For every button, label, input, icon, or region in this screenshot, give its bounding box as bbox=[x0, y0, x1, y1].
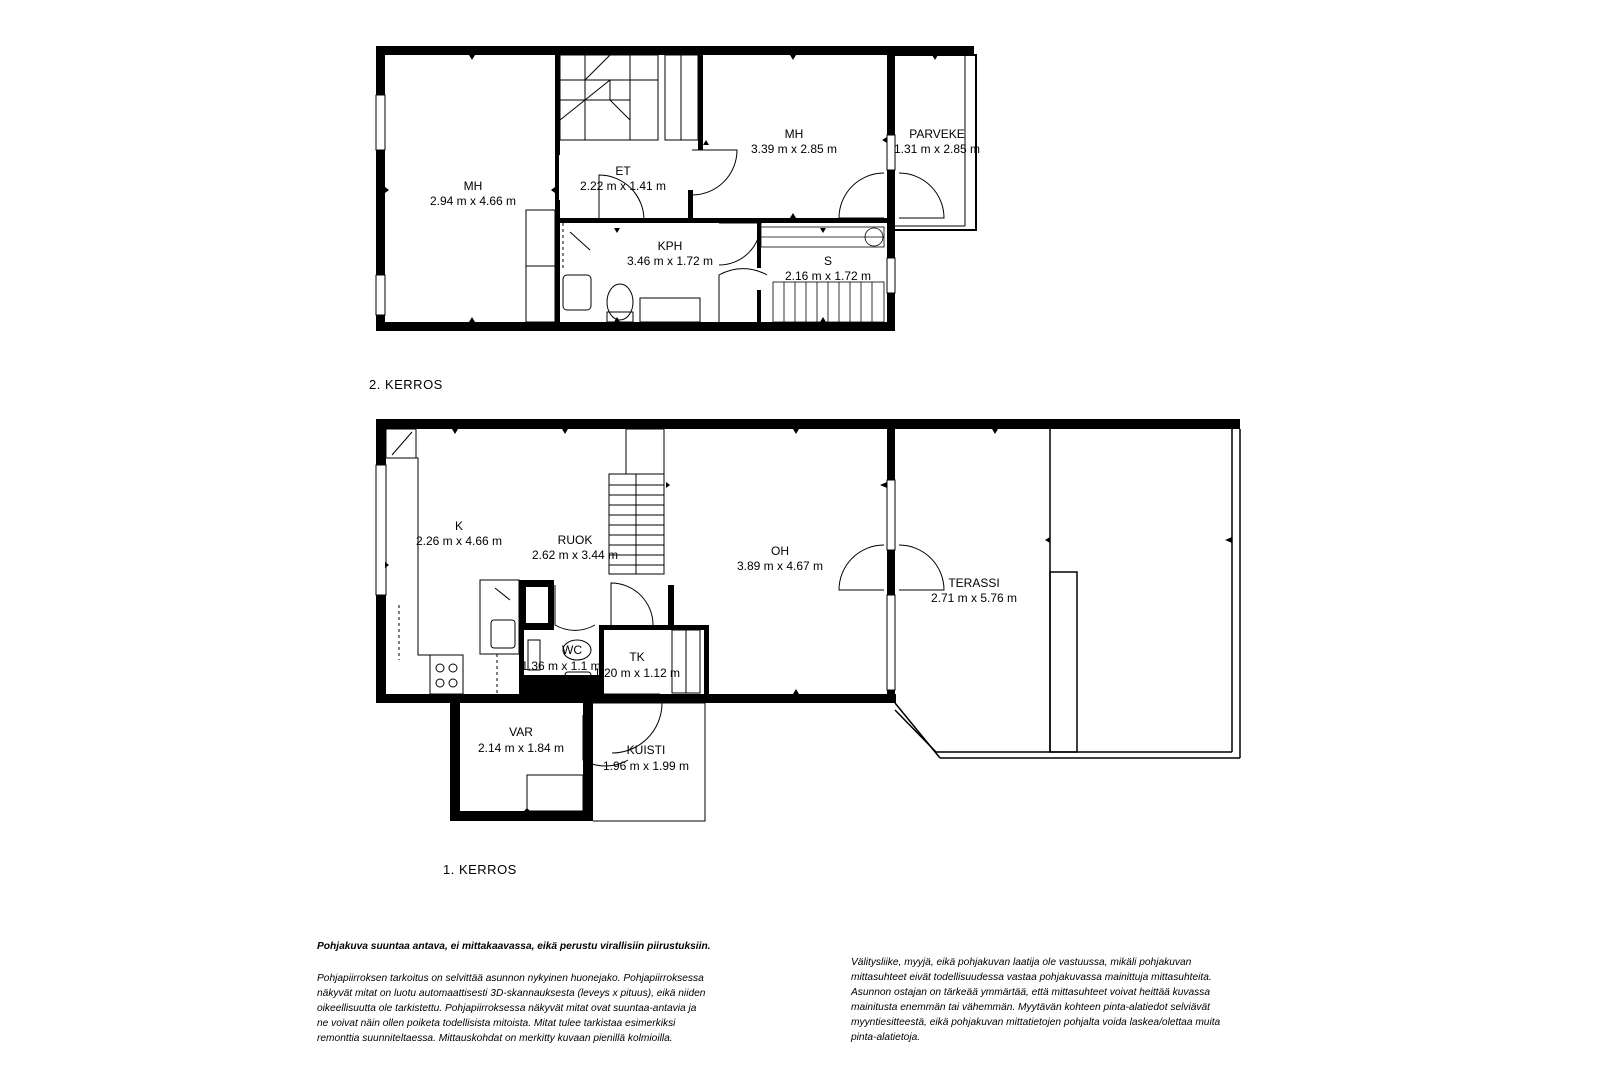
room-size: 2.62 m x 3.44 m bbox=[531, 548, 619, 562]
room-size: 1.36 m x 1.1 m bbox=[521, 659, 601, 673]
room-name: KUISTI bbox=[626, 743, 666, 757]
room-name: RUOK bbox=[557, 533, 593, 547]
room-size: 2.14 m x 1.84 m bbox=[477, 741, 565, 755]
disclaimer-line: Asunnon ostajan on tärkeää ymmärtää, että mittasuhteet voivat heittää kuvassa bbox=[851, 987, 1211, 998]
disclaimer-line: näkyvät mitat on luotu automaattisesti 3D-skannauksesta (leveys x pituus), eikä niiden bbox=[317, 988, 706, 999]
disclaimer-line: Välitysliike, myyjä, eikä pohjakuvan laatija ole vastuussa, mikäli pohjakuvan bbox=[851, 957, 1192, 968]
room-name: S bbox=[823, 254, 833, 268]
disclaimer-right bbox=[851, 955, 1311, 1045]
room-size: 2.71 m x 5.76 m bbox=[930, 591, 1018, 605]
room-name: OH bbox=[771, 544, 789, 558]
disclaimer-line: mittasuhteet eivät todellisuudessa vastaa pohjakuvassa mainittuja mittasuhteita. bbox=[851, 972, 1212, 983]
room-name: MH bbox=[784, 127, 804, 141]
room-size: 2.26 m x 4.66 m bbox=[415, 534, 503, 548]
upper-floor-title: 2. KERROS bbox=[369, 377, 443, 392]
disclaimer-line: mainitusta enemmän tai vähemmän. Myytävän kohteen pinta-alatiedot selviävät bbox=[851, 1002, 1211, 1013]
room-size: 2.94 m x 4.66 m bbox=[429, 194, 517, 208]
room-size: 3.46 m x 1.72 m bbox=[626, 254, 714, 268]
room-name: TK bbox=[629, 650, 645, 664]
room-name: K bbox=[454, 519, 464, 533]
disclaimer-line: pinta-alatietoja. bbox=[851, 1032, 921, 1043]
room-size: 3.39 m x 2.85 m bbox=[750, 142, 838, 156]
room-name: WC bbox=[562, 643, 582, 657]
lower-floor-title: 1. KERROS bbox=[443, 862, 517, 877]
room-size: 1.31 m x 2.85 m bbox=[893, 142, 981, 156]
room-size: 2.22 m x 1.41 m bbox=[579, 179, 667, 193]
room-size: 1.20 m x 1.12 m bbox=[593, 666, 681, 680]
disclaimer-line: oikeellisuutta ole tarkistettu. Pohjapiirroksessa näkyvät mitat ovat suuntaa-antavia ja bbox=[317, 1003, 697, 1014]
lower-floor-plan bbox=[376, 419, 1240, 821]
room-size: 2.16 m x 1.72 m bbox=[784, 269, 872, 283]
disclaimer-line: Pohjapiirroksen tarkoitus on selvittää asunnon nykyinen huonejako. Pohjapiirroksessa bbox=[317, 973, 704, 984]
room-size: 3.89 m x 4.67 m bbox=[736, 559, 824, 573]
room-name: KPH bbox=[657, 239, 683, 253]
disclaimer-left bbox=[317, 971, 797, 1046]
disclaimer-heading: Pohjakuva suuntaa antava, ei mittakaavassa, eikä perustu virallisiin piirustuksiin. bbox=[317, 941, 711, 952]
room-name: TERASSI bbox=[948, 576, 1000, 590]
disclaimer-line: remonttia suunniteltaessa. Mittauskohdat on merkitty kuvaan pienillä kolmioilla. bbox=[317, 1033, 673, 1044]
disclaimer-line: ne voivat näin ollen poiketa todellisista mitoista. Mitat tulee tarkistaa esimerkiksi bbox=[317, 1018, 676, 1029]
room-name: ET bbox=[615, 164, 631, 178]
room-size: 1.96 m x 1.99 m bbox=[602, 759, 690, 773]
lower-room-labels bbox=[416, 519, 1017, 773]
room-name: PARVEKE bbox=[909, 127, 965, 141]
disclaimer-line: myyntiesitteestä, eikä pohjakuvan mittatietojen pohjalta voida laskea/olettaa muita bbox=[851, 1017, 1221, 1028]
room-name: MH bbox=[463, 179, 483, 193]
room-name: VAR bbox=[509, 725, 533, 739]
